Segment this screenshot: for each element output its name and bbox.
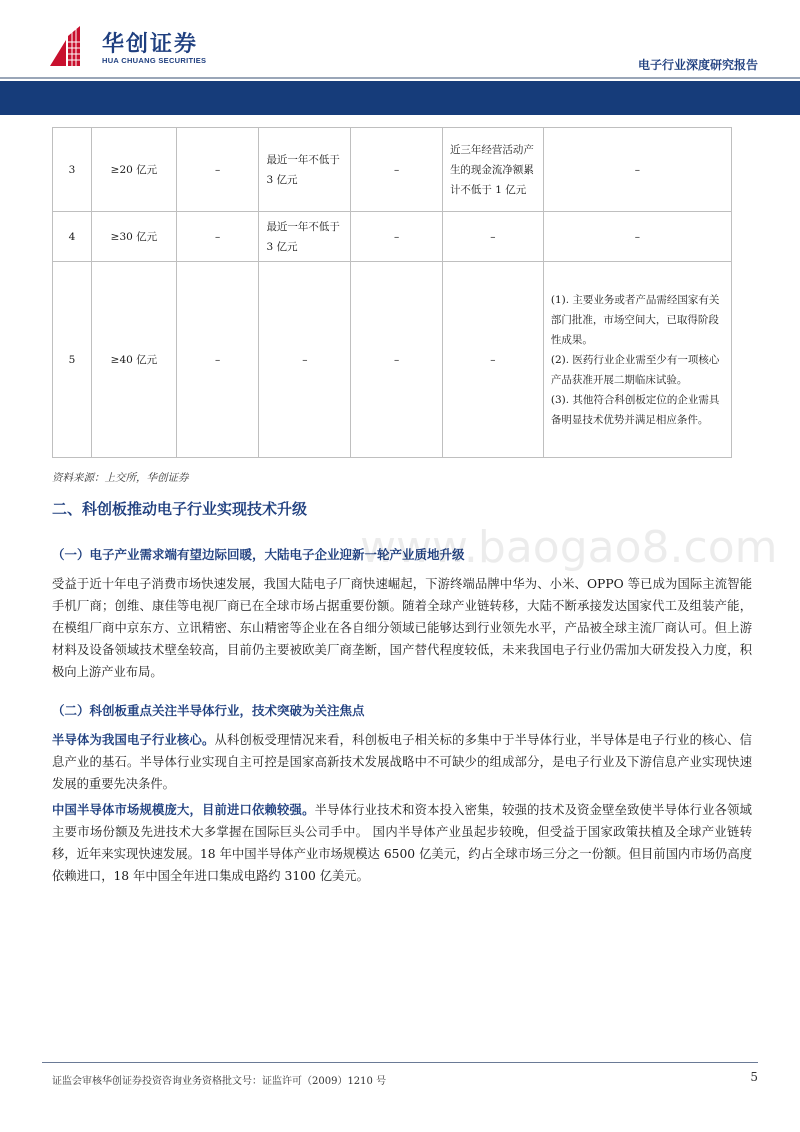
logo-chinese-text: 华创证券 xyxy=(102,32,199,57)
subsection-heading-1: （一）电子产业需求端有望边际回暖，大陆电子企业迎新一轮产业质地升级 xyxy=(52,547,465,562)
page-number: 5 xyxy=(750,1070,758,1084)
paragraph-1: 受益于近十年电子消费市场快速发展，我国大陆电子厂商快速崛起，下游终端品牌中华为、小米、OPPO 等已成为国际主流智能手机厂商；创维、康佳等电视厂商已在全球市场占据重要份额。随着全球产业链转移，大陆不断承接发达国家代工及组装产能，在模组厂商中京东方、立讯精密、东山精密等企业在各自细分领域已能够达到行业领先水平，产品被全球主流厂商认可。但上游材料及设备领域技术壁垒较高，目前仍主要被欧美厂商垄断，国产替代程度较低，未来我国电子行业仍需加大研发投入力度，积极向上游产业布局。 xyxy=(52,577,752,679)
listing-criteria-table xyxy=(52,127,732,458)
table-cell: – xyxy=(351,212,443,262)
logo-english-text: HUA CHUANG SECURITIES xyxy=(102,56,207,65)
table-cell: – xyxy=(176,128,259,212)
logo-mark-icon xyxy=(50,26,94,66)
table-cell: – xyxy=(351,128,443,212)
table-cell: – xyxy=(176,262,259,458)
table-cell: 最近一年不低于 3 亿元 xyxy=(259,212,351,262)
paragraph-lead: 中国半导体市场规模庞大，目前进口依赖较强。 xyxy=(52,803,315,817)
table-cell: – xyxy=(543,128,731,212)
table-cell: 4 xyxy=(53,212,92,262)
company-logo xyxy=(50,26,210,70)
table-cell: ≥20 亿元 xyxy=(91,128,176,212)
page-header xyxy=(0,0,800,118)
table-cell: – xyxy=(259,262,351,458)
criteria-item: (2). 医药行业企业需至少有一项核心产品获准开展二期临床试验。 xyxy=(550,353,720,386)
paragraph-body: 半导体行业技术和资本投入密集，较强的技术及资金壁垒致使半导体行业各领域主要市场份额及先进技术大多掌握在国际巨头公司手中。 国内半导体产业虽起步较晚，但受益于国家政策扶植及全球产业链转移，近年来实现快速发展。18 年中国半导体产业市场规模达 6500 亿美元，约占全球市场三分之一份额。但目前国内市场仍高度依赖进口，18 年中国全年进口集成电路约 3100 亿美元。 xyxy=(52,803,752,883)
table-cell: 3 xyxy=(53,128,92,212)
table-cell xyxy=(543,262,731,458)
paragraph-lead: 半导体为我国电子行业核心。 xyxy=(52,733,215,747)
header-band xyxy=(0,81,800,115)
table-cell: 5 xyxy=(53,262,92,458)
criteria-item: (3). 其他符合科创板定位的企业需具备明显技术优势并满足相应条件。 xyxy=(550,393,720,426)
table-cell: 近三年经营活动产生的现金流净额累计不低于 1 亿元 xyxy=(442,128,543,212)
criteria-item: (1). 主要业务或者产品需经国家有关部门批准，市场空间大，已取得阶段性成果。 xyxy=(550,293,720,346)
subsection-heading-2: （二）科创板重点关注半导体行业，技术突破为关注焦点 xyxy=(52,703,365,718)
paragraph-3 xyxy=(52,799,752,887)
table-cell: – xyxy=(176,212,259,262)
header-rule xyxy=(0,77,800,79)
table-cell: ≥40 亿元 xyxy=(91,262,176,458)
section-heading: 二、科创板推动电子行业实现技术升级 xyxy=(52,500,308,518)
paragraph-2 xyxy=(52,729,752,795)
table-cell: – xyxy=(543,212,731,262)
table-cell: ≥30 亿元 xyxy=(91,212,176,262)
table-row xyxy=(53,212,732,262)
table-row xyxy=(53,262,732,458)
footer-license: 证监会审核华创证券投资咨询业务资格批文号：证监许可（2009）1210 号 xyxy=(52,1076,387,1087)
table-cell: – xyxy=(351,262,443,458)
table-cell: – xyxy=(442,262,543,458)
table-source-note: 资料来源：上交所，华创证券 xyxy=(52,472,189,484)
footer-rule xyxy=(42,1062,758,1063)
report-title: 电子行业深度研究报告 xyxy=(637,58,758,72)
table-row xyxy=(53,128,732,212)
table-cell: 最近一年不低于 3 亿元 xyxy=(259,128,351,212)
table-cell: – xyxy=(442,212,543,262)
watermark: www.baogao8.com xyxy=(360,522,778,573)
paragraph-body: 从科创板受理情况来看，科创板电子相关标的多集中于半导体行业，半导体是电子行业的核心、信息产业的基石。半导体行业实现自主可控是国家高新技术发展战略中不可缺少的组成部分，是电子行业及下游信息产业实现快速发展的重要先决条件。 xyxy=(52,733,752,791)
